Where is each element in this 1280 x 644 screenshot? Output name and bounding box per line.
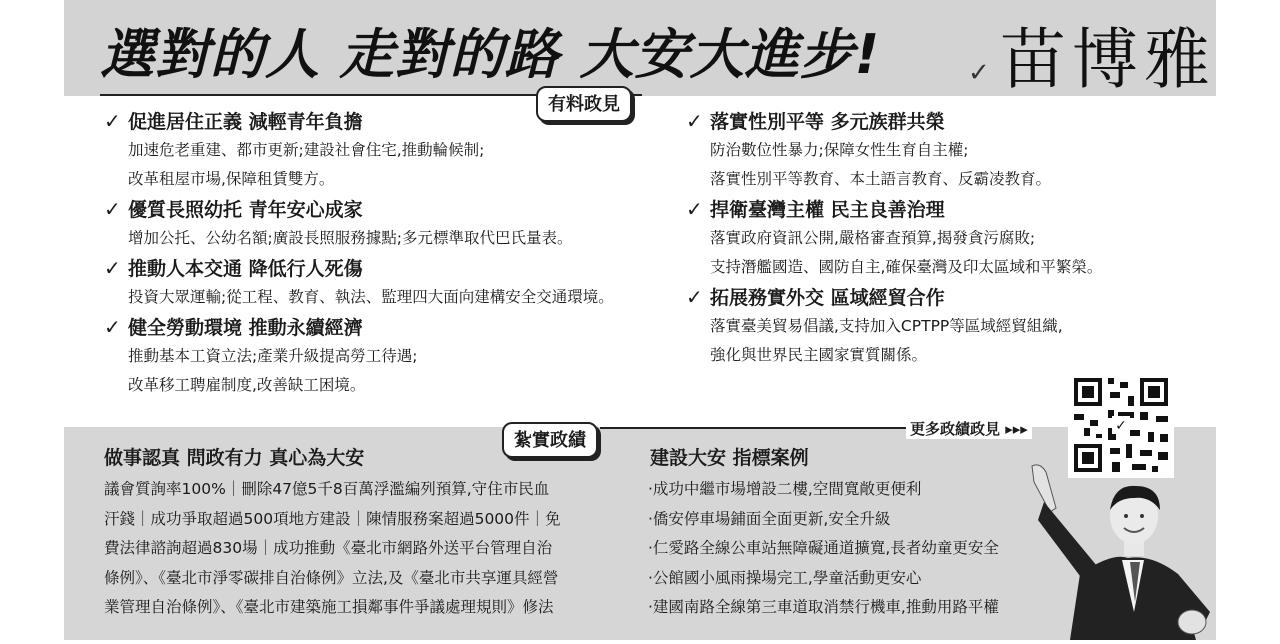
policy-line: 防治數位性暴力;保障女性生育自主權; bbox=[710, 141, 969, 159]
policy-item bbox=[686, 194, 1102, 282]
policy-line: 推動基本工資立法;產業升級提高勞工待遇; bbox=[128, 347, 418, 365]
list-item: ·仁愛路全線公車站無障礙通道擴寬,長者幼童更安全 bbox=[648, 539, 999, 557]
svg-text:✓: ✓ bbox=[1115, 418, 1127, 434]
list-item: ·成功中繼市場增設二樓,空間寬敞更便利 bbox=[648, 480, 922, 498]
policy-title: 捍衛臺灣主權 民主良善治理 bbox=[710, 199, 945, 221]
check-icon: ✓ bbox=[104, 109, 121, 133]
check-icon: ✓ bbox=[104, 315, 121, 339]
check-icon: ✓ bbox=[686, 109, 703, 133]
policy-title: 落實性別平等 多元族群共榮 bbox=[710, 111, 945, 133]
policy-item bbox=[104, 106, 614, 194]
achievement-line: 費法律諮詢超過830場｜成功推動《臺北市網路外送平台管理自治 bbox=[104, 539, 553, 557]
policy-line: 支持潛艦國造、國防自主,確保臺灣及印太區域和平繁榮。 bbox=[710, 258, 1103, 276]
policy-title: 優質長照幼托 青年安心成家 bbox=[128, 199, 363, 221]
check-icon: ✓ bbox=[104, 197, 121, 221]
policy-item bbox=[686, 106, 1102, 194]
policy-column-left bbox=[104, 106, 614, 400]
construction-list bbox=[648, 475, 999, 623]
achievement-line: 業管理自治條例》、《臺北市建築施工損鄰事件爭議處理規則》修法 bbox=[104, 598, 554, 616]
policy-item bbox=[104, 194, 614, 253]
policy-title: 健全勞動環境 推動永續經濟 bbox=[128, 317, 363, 339]
policy-item bbox=[104, 312, 614, 400]
candidate-name: 苗博雅 bbox=[1000, 21, 1216, 98]
construction-title: 建設大安 指標案例 bbox=[650, 447, 809, 469]
more-policies-link[interactable]: 更多政績政見 ▸▸▸ bbox=[906, 418, 1032, 439]
policy-title: 拓展務實外交 區域經貿合作 bbox=[710, 287, 945, 309]
list-item: ·公館國小風雨操場完工,學童活動更安心 bbox=[648, 568, 922, 587]
policy-item bbox=[686, 282, 1102, 370]
candidate-figure-icon bbox=[1010, 462, 1216, 640]
policy-line: 落實臺美貿易倡議,支持加入CPTPP等區域經貿組織, bbox=[710, 317, 1063, 335]
check-icon: ✓ bbox=[686, 285, 703, 309]
policy-item bbox=[104, 253, 614, 312]
achievement-line: 議會質詢率100%｜刪除47億5千8百萬浮濫編列預算,守住市民血 bbox=[104, 480, 550, 498]
achievements-badge: 紮實政績 bbox=[502, 422, 598, 458]
achievement-line: 汗錢｜成功爭取超過500項地方建設｜陳情服務案超過5000件｜免 bbox=[104, 509, 561, 528]
policy-line: 加速危老重建、都市更新;建設社會住宅,推動輪候制; bbox=[128, 141, 485, 159]
candidate-photo bbox=[1010, 462, 1216, 640]
policy-column-right bbox=[686, 106, 1102, 370]
policy-line: 改革移工聘雇制度,改善缺工困境。 bbox=[128, 376, 366, 394]
policy-title: 促進居住正義 減輕青年負擔 bbox=[128, 111, 363, 133]
policy-line: 增加公托、公幼名額;廣設長照服務據點;多元標準取代巴氏量表。 bbox=[128, 229, 573, 247]
achievement-line: 條例》、《臺北市淨零碳排自治條例》立法,及《臺北市共享運具經營 bbox=[104, 568, 559, 587]
policy-line: 改革租屋市場,保障租賃雙方。 bbox=[128, 170, 335, 188]
policy-title: 推動人本交通 降低行人死傷 bbox=[128, 258, 363, 280]
policy-line: 落實性別平等教育、本土語言教育、反霸凌教育。 bbox=[710, 170, 1052, 188]
list-item: ·建國南路全線第三車道取消禁行機車,推動用路平權 bbox=[648, 598, 999, 616]
policy-badge: 有料政見 bbox=[536, 86, 632, 122]
policy-line: 強化與世界民主國家實質關係。 bbox=[710, 346, 928, 364]
achievements-title: 做事認真 問政有力 真心為大安 bbox=[104, 447, 365, 469]
policy-line: 落實政府資訊公開,嚴格審查預算,揭發貪污腐敗; bbox=[710, 229, 1036, 247]
check-icon: ✓ bbox=[968, 58, 990, 88]
list-item: ·僑安停車場鋪面全面更新,安全升級 bbox=[648, 509, 891, 528]
check-icon: ✓ bbox=[686, 197, 703, 221]
check-icon: ✓ bbox=[104, 256, 121, 280]
achievements-body bbox=[104, 475, 561, 623]
slogan: 選對的人 走對的路 大安大進步! bbox=[100, 23, 881, 86]
policy-line: 投資大眾運輸;從工程、教育、執法、監理四大面向建構安全交通環境。 bbox=[128, 288, 614, 306]
divider-bottom bbox=[600, 427, 906, 429]
